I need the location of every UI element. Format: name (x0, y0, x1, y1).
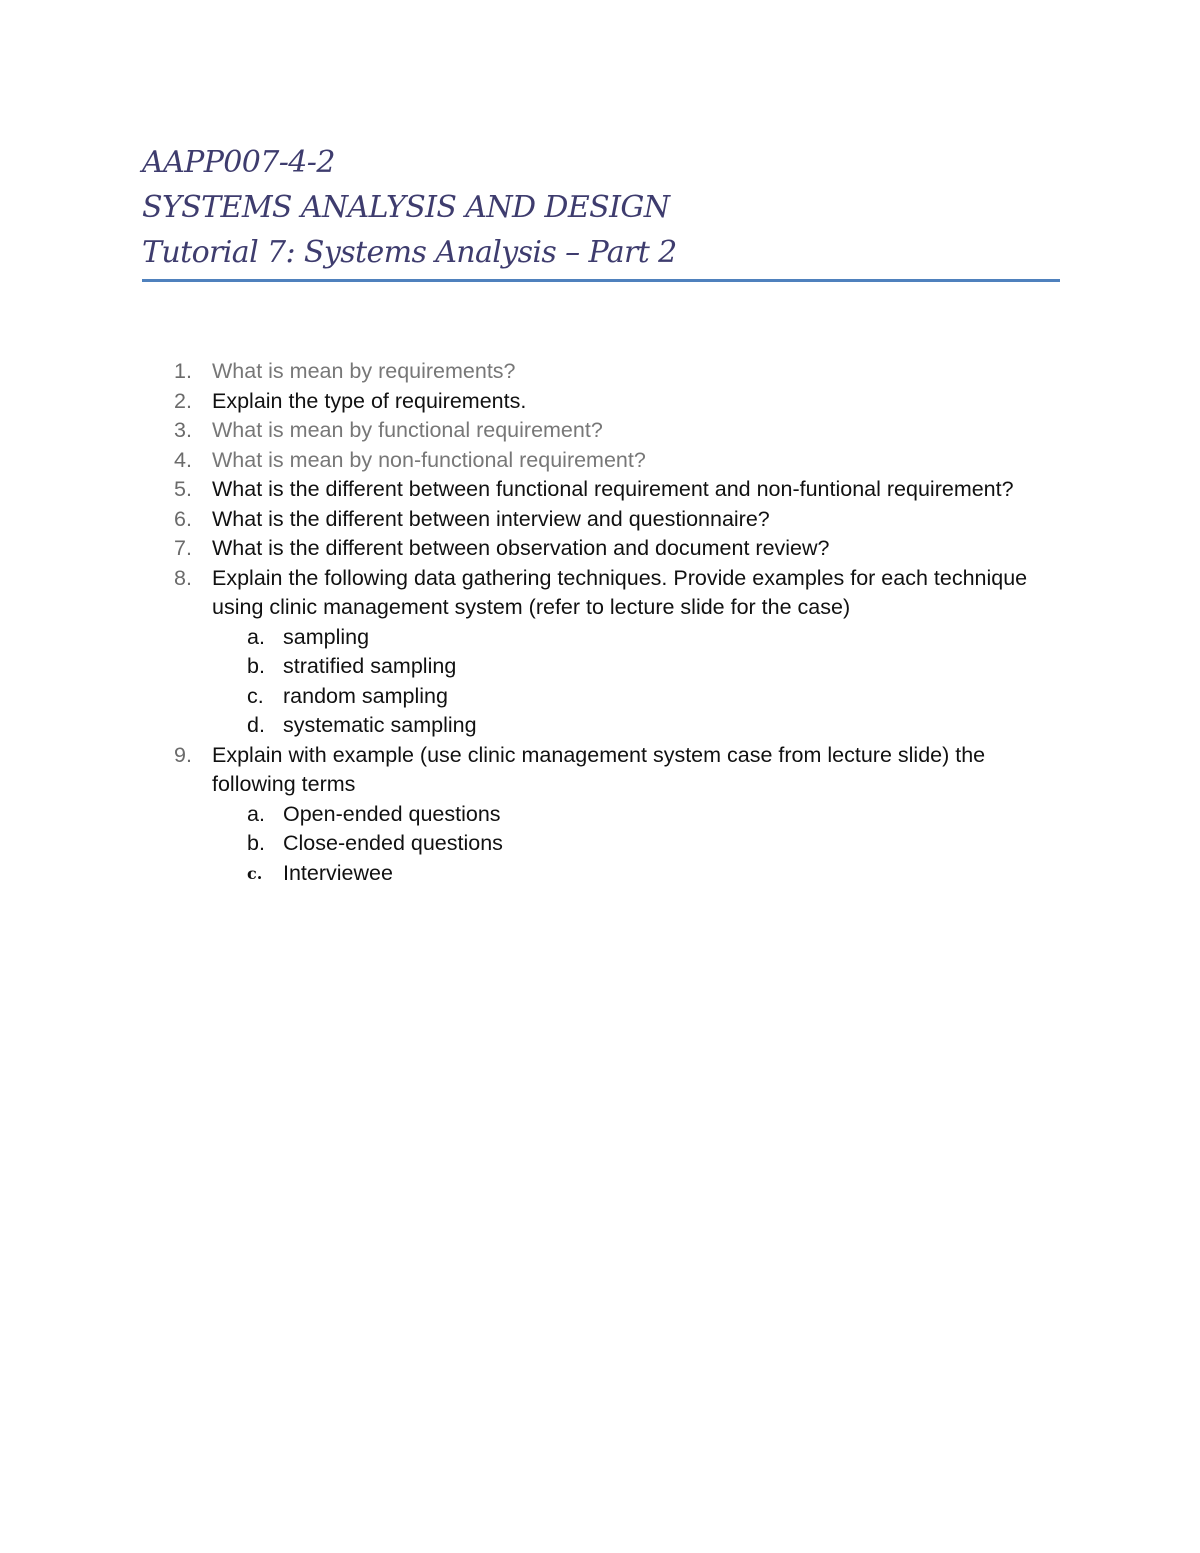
question-text: What is the different between interview and questionnaire? (212, 506, 770, 531)
sub-item (0, 829, 1200, 859)
sub-item (0, 711, 1200, 741)
sub-item-text: random sampling (283, 683, 448, 708)
question-text: Explain the following data gathering techniques. Provide examples for each technique using clinic management system (refer to lecture slide for the case) (212, 565, 1028, 619)
sub-item-text: sampling (283, 624, 370, 649)
sub-item (0, 800, 1200, 830)
question-item (0, 534, 1200, 564)
question-text: What is mean by functional requirement? (212, 418, 603, 442)
question-item (0, 741, 1200, 800)
question-text: Explain with example (use clinic management system case from lecture slide) the following terms (212, 742, 986, 796)
header-divider (142, 279, 1060, 282)
question-number: 1. (174, 359, 192, 383)
sub-item-letter: c. (247, 863, 263, 883)
sub-item-letter: a. (247, 801, 265, 826)
question-item (0, 475, 1200, 505)
question-number: 2. (174, 388, 192, 413)
sub-item-letter: b. (247, 654, 265, 678)
question-number: 6. (174, 506, 192, 531)
sub-item-letter: a. (247, 624, 265, 649)
sub-item-text: stratified sampling (283, 654, 457, 678)
course-code: AAPP007-4-2 (142, 145, 335, 180)
question-number: 9. (174, 742, 192, 767)
document-header (142, 140, 1060, 275)
sub-item-text: Open-ended questions (283, 801, 501, 826)
question-item (0, 564, 1200, 623)
question-text: Explain the type of requirements. (212, 388, 527, 413)
question-item (0, 446, 1200, 476)
question-item (0, 505, 1200, 535)
question-number: 4. (174, 447, 192, 472)
question-item (0, 416, 1200, 446)
course-title: SYSTEMS ANALYSIS AND DESIGN (142, 190, 670, 225)
sub-item (0, 682, 1200, 712)
sub-item-letter: b. (247, 831, 265, 855)
sub-item-letter: c. (247, 683, 264, 708)
sub-item (0, 652, 1200, 682)
question-number: 5. (174, 477, 192, 501)
question-text: What is the different between observation and document review? (212, 536, 830, 560)
question-text: What is the different between functional requirement and non-funtional requirement? (212, 477, 1014, 501)
question-list (0, 357, 1200, 888)
sub-item (0, 623, 1200, 653)
question-item (0, 387, 1200, 417)
question-text: What is mean by requirements? (212, 359, 516, 383)
sub-item-letter: d. (247, 713, 265, 737)
sub-item (0, 859, 1200, 889)
sub-item-text: systematic sampling (283, 713, 477, 737)
question-item (0, 357, 1200, 387)
question-number: 8. (174, 565, 192, 590)
sub-item-text: Interviewee (283, 860, 393, 885)
tutorial-title: Tutorial 7: Systems Analysis – Part 2 (142, 235, 677, 270)
question-number: 3. (174, 418, 192, 442)
question-text: What is mean by non-functional requirement? (212, 447, 646, 472)
question-number: 7. (174, 536, 192, 560)
sub-item-text: Close-ended questions (283, 831, 503, 855)
